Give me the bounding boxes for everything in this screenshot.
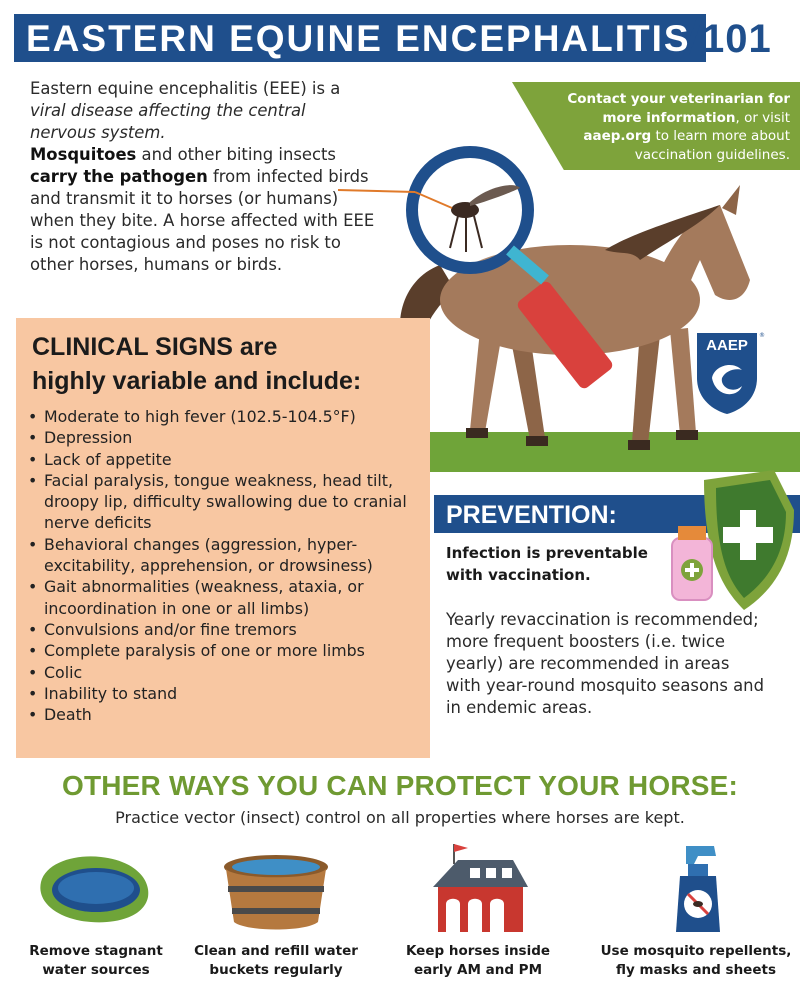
list-item: • Gait abnormalities (weakness, ataxia, or incoordination in one or all limbs) [26, 576, 426, 619]
list-item: • Lack of appetite [26, 449, 426, 470]
intro-text-bold-2: carry the pathogen [30, 167, 208, 186]
vial-cap [678, 526, 706, 540]
intro-text-italic: viral disease affecting the central nervous system. [30, 101, 306, 142]
aaep-link[interactable]: aaep.org [583, 128, 652, 144]
horse-mosquito-illustration [370, 130, 770, 470]
barn-window [470, 868, 480, 878]
clinical-title-line-1: CLINICAL SIGNS are [32, 333, 278, 361]
barn-flag [454, 844, 468, 852]
list-item: • Inability to stand [26, 683, 426, 704]
bucket-band-2 [232, 908, 320, 914]
clinical-signs-title [32, 330, 412, 398]
title-number: 101 [702, 17, 772, 61]
pond-water-light [58, 872, 134, 904]
vial-plus-h [685, 568, 699, 572]
logo-reg: ® [759, 332, 765, 339]
barn-window [502, 868, 512, 878]
intro-text-3: from infected birds and transmit it to horses (or humans) when they bite. A horse affected with EEE is not contagious and poses no risk to other horses, humans or birds. [30, 167, 375, 274]
list-item: • Behavioral changes (aggression, hyper-excitability, apprehension, or drowsiness) [26, 534, 426, 577]
cross-horizontal [723, 527, 773, 543]
horse-leg-back-1 [470, 330, 500, 432]
barn-icon [418, 842, 538, 937]
label-mosquito [693, 901, 703, 907]
spray-bottle-icon [636, 842, 756, 937]
barn-door [490, 899, 504, 932]
bucket-icon [216, 842, 336, 937]
barn-roof [433, 860, 528, 887]
tip-line-2: water sources [42, 962, 150, 978]
title-slash: / [681, 9, 705, 65]
page-title: EASTERN EQUINE ENCEPHALITIS [26, 18, 691, 59]
list-item: • Colic [26, 662, 426, 683]
tip-line-1: Keep horses inside [405, 943, 551, 959]
callout-mid: , or visit [735, 109, 790, 126]
tip-line-2: early AM and PM [413, 962, 543, 978]
prevention-bold-text: Infection is preventable with vaccination. [446, 544, 648, 584]
hoof-3 [628, 440, 650, 450]
prevention-body-text: Yearly revaccination is recommended; more frequent boosters (i.e. twice yearly) are recommended in areas with year-round mosquito seasons and in endemic areas. [446, 610, 764, 717]
tip-label [378, 942, 578, 980]
logo-text: AAEP [706, 337, 748, 354]
other-ways-subtitle: Practice vector (insect) control on all properties where horses are kept. [115, 808, 685, 827]
tip-line-1: Use mosquito repellents, [600, 943, 792, 959]
barn-window [486, 868, 496, 878]
tip-label [596, 942, 796, 980]
intro-text-1: Eastern equine encephalitis (EEE) is a [30, 79, 341, 98]
hoof-4 [676, 430, 698, 440]
tip-clean-buckets [176, 842, 376, 992]
intro-text-bold-1: Mosquitoes [30, 145, 137, 164]
callout-bold: Contact your veterinarian for more information [567, 91, 790, 126]
prevention-title: PREVENTION: [446, 501, 617, 529]
list-item: • Death [26, 704, 426, 725]
clinical-signs-list [26, 406, 426, 725]
horse-ear [722, 185, 740, 215]
tip-label [176, 942, 376, 980]
tip-line-1: Remove stagnant [29, 943, 163, 959]
list-item: • Facial paralysis, tongue weakness, head tilt, droopy lip, difficulty swallowing due to cranial nerve deficits [26, 470, 426, 534]
bucket-water [232, 859, 320, 875]
spray-nozzle [686, 846, 716, 864]
spray-neck [688, 864, 708, 876]
pond-icon [36, 842, 156, 937]
tip-label [0, 942, 196, 980]
bucket-body [226, 869, 326, 930]
intro-paragraph [30, 78, 375, 276]
tip-repellents [596, 842, 796, 992]
tip-line-2: fly masks and sheets [616, 962, 776, 978]
barn-door [468, 899, 482, 932]
callout-end: to learn more about vaccination guidelines. [634, 128, 790, 163]
intro-text-2: and other biting insects [136, 145, 336, 164]
clinical-title-line-2: highly variable and include: [32, 367, 362, 395]
other-ways-title: OTHER WAYS YOU CAN PROTECT YOUR HORSE: [61, 770, 739, 801]
list-item: • Complete paralysis of one or more limbs [26, 640, 426, 661]
list-item: • Convulsions and/or fine tremors [26, 619, 426, 640]
hoof-2 [526, 436, 548, 446]
tip-line-2: buckets regularly [209, 962, 343, 978]
tip-stagnant-water [0, 842, 196, 992]
hoof-1 [466, 428, 488, 438]
list-item: • Moderate to high fever (102.5-104.5°F) [26, 406, 426, 427]
barn-door [446, 899, 460, 932]
aaep-logo [692, 328, 765, 416]
list-item: • Depression [26, 427, 426, 448]
tip-horses-inside [378, 842, 578, 992]
bucket-band-1 [228, 886, 324, 892]
tip-line-1: Clean and refill water [194, 943, 358, 959]
